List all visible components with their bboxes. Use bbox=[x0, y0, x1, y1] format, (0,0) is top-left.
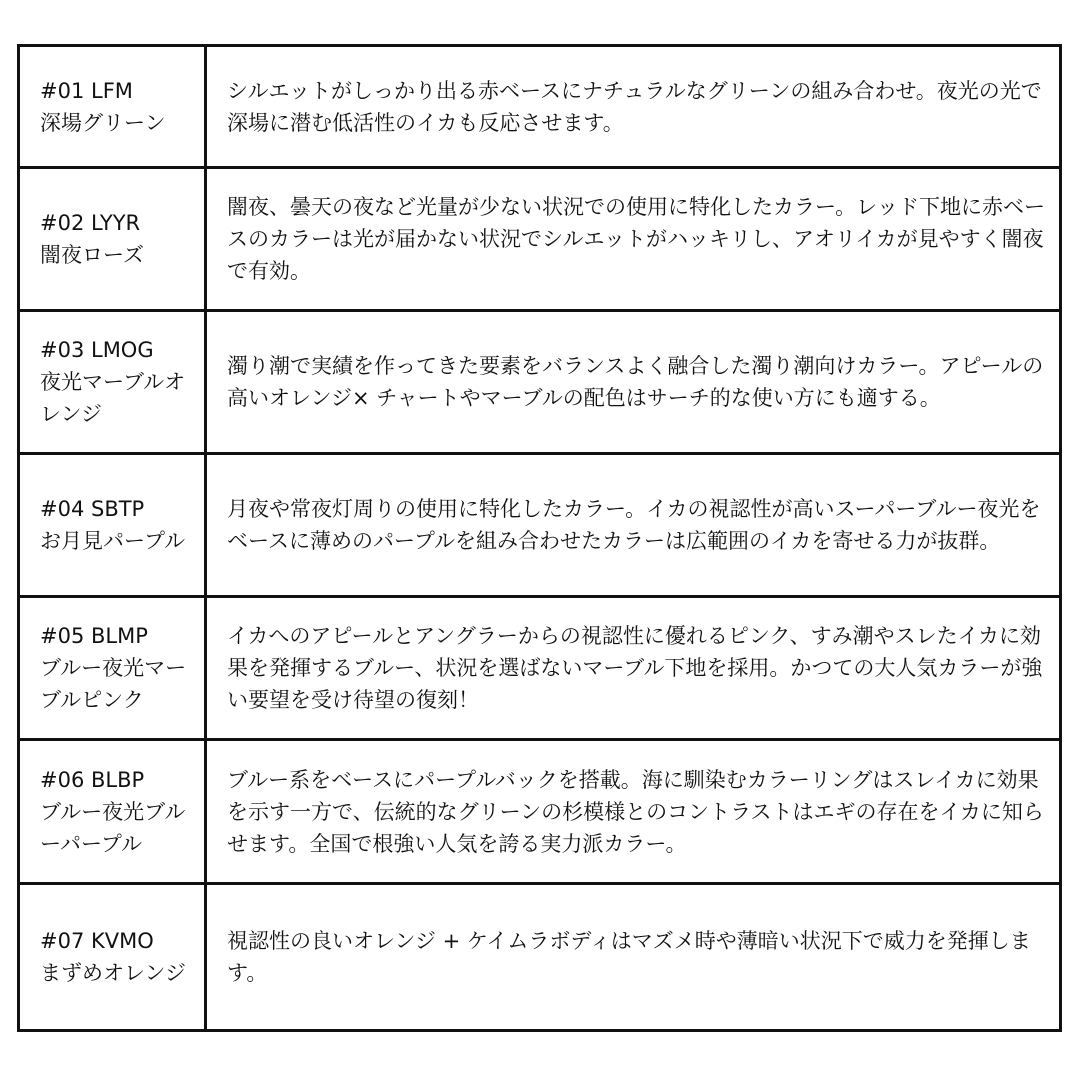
color-description: 月夜や常夜灯周りの使用に特化したカラー。イカの視認性が高いスーパーブルー夜光をベースに薄めのパープルを組み合わせたカラーは広範囲のイカを寄せる力が抜群。 bbox=[227, 497, 1041, 553]
color-description: シルエットがしっかり出る赤ベースにナチュラルなグリーンの組み合わせ。夜光の光で深場に潜む低活性のイカも反応させます。 bbox=[227, 78, 1042, 135]
color-name-cell bbox=[19, 311, 206, 454]
color-code: #04 SBTP bbox=[40, 497, 145, 521]
color-name-cell bbox=[19, 884, 206, 1031]
color-name: お月見パープル bbox=[40, 529, 186, 553]
color-name-cell bbox=[19, 740, 206, 884]
color-code: #01 LFM bbox=[40, 78, 133, 103]
color-description-cell bbox=[206, 884, 1061, 1031]
color-description: ブルー系をベースにパープルバックを搭載。海に馴染むカラーリングはスレイカに効果を示す一方で、伝統的なグリーンの杉模様とのコントラストはエギの存在をイカに知らせます。全国で根強い人気を誇る実力派カラー。 bbox=[227, 767, 1044, 856]
color-description-cell bbox=[206, 454, 1061, 597]
color-description: 闇夜、曇天の夜など光量が少ない状況での使用に特化したカラー。レッド下地に赤ベースのカラーは光が届かない状況でシルエットがハッキリし、アオリイカが見やすく闇夜で有効。 bbox=[227, 195, 1045, 283]
color-name-cell bbox=[19, 597, 206, 740]
color-name: 夜光マーブルオレンジ bbox=[40, 370, 186, 426]
color-description: イカへのアピールとアングラーからの視認性に優れるピンク、すみ潮やスレたイカに効果を発揮するブルー、状況を選ばないマーブル下地を採用。かつての大人気カラーが強い要望を受け待望の復刻！ bbox=[227, 624, 1043, 712]
color-description-cell bbox=[206, 46, 1061, 168]
color-code: #05 BLMP bbox=[40, 624, 148, 648]
color-code: #02 LYYR bbox=[40, 211, 141, 235]
color-name-cell bbox=[19, 454, 206, 597]
color-code: #06 BLBP bbox=[40, 767, 145, 792]
table-row bbox=[19, 597, 1061, 740]
color-description-cell bbox=[206, 168, 1061, 311]
color-name-cell bbox=[19, 168, 206, 311]
color-name-cell bbox=[19, 46, 206, 168]
color-name: まずめオレンジ bbox=[40, 961, 186, 985]
color-lineup-table bbox=[17, 44, 1062, 1032]
color-description: 濁り潮で実績を作ってきた要素をバランスよく融合した濁り潮向けカラー。アピールの高いオレンジ× チャートやマーブルの配色はサーチ的な使い方にも適する。 bbox=[227, 354, 1044, 410]
color-description-cell bbox=[206, 597, 1061, 740]
table-row bbox=[19, 740, 1061, 884]
color-name: 深場グリーン bbox=[40, 110, 166, 135]
color-code: #07 KVMO bbox=[40, 929, 154, 953]
color-description: 視認性の良いオレンジ + ケイムラボディはマズメ時や薄暗い状況下で威力を発揮します。 bbox=[227, 929, 1031, 985]
color-description-cell bbox=[206, 311, 1061, 454]
color-description-cell bbox=[206, 740, 1061, 884]
color-code: #03 LMOG bbox=[40, 338, 154, 362]
table-row bbox=[19, 311, 1061, 454]
table-row bbox=[19, 168, 1061, 311]
color-name: ブルー夜光ブルーパープル bbox=[40, 799, 186, 856]
color-name: ブルー夜光マーブルピンク bbox=[40, 656, 187, 712]
table-row bbox=[19, 46, 1061, 168]
table-row bbox=[19, 454, 1061, 597]
table-row bbox=[19, 884, 1061, 1031]
color-name: 闇夜ローズ bbox=[40, 243, 144, 267]
